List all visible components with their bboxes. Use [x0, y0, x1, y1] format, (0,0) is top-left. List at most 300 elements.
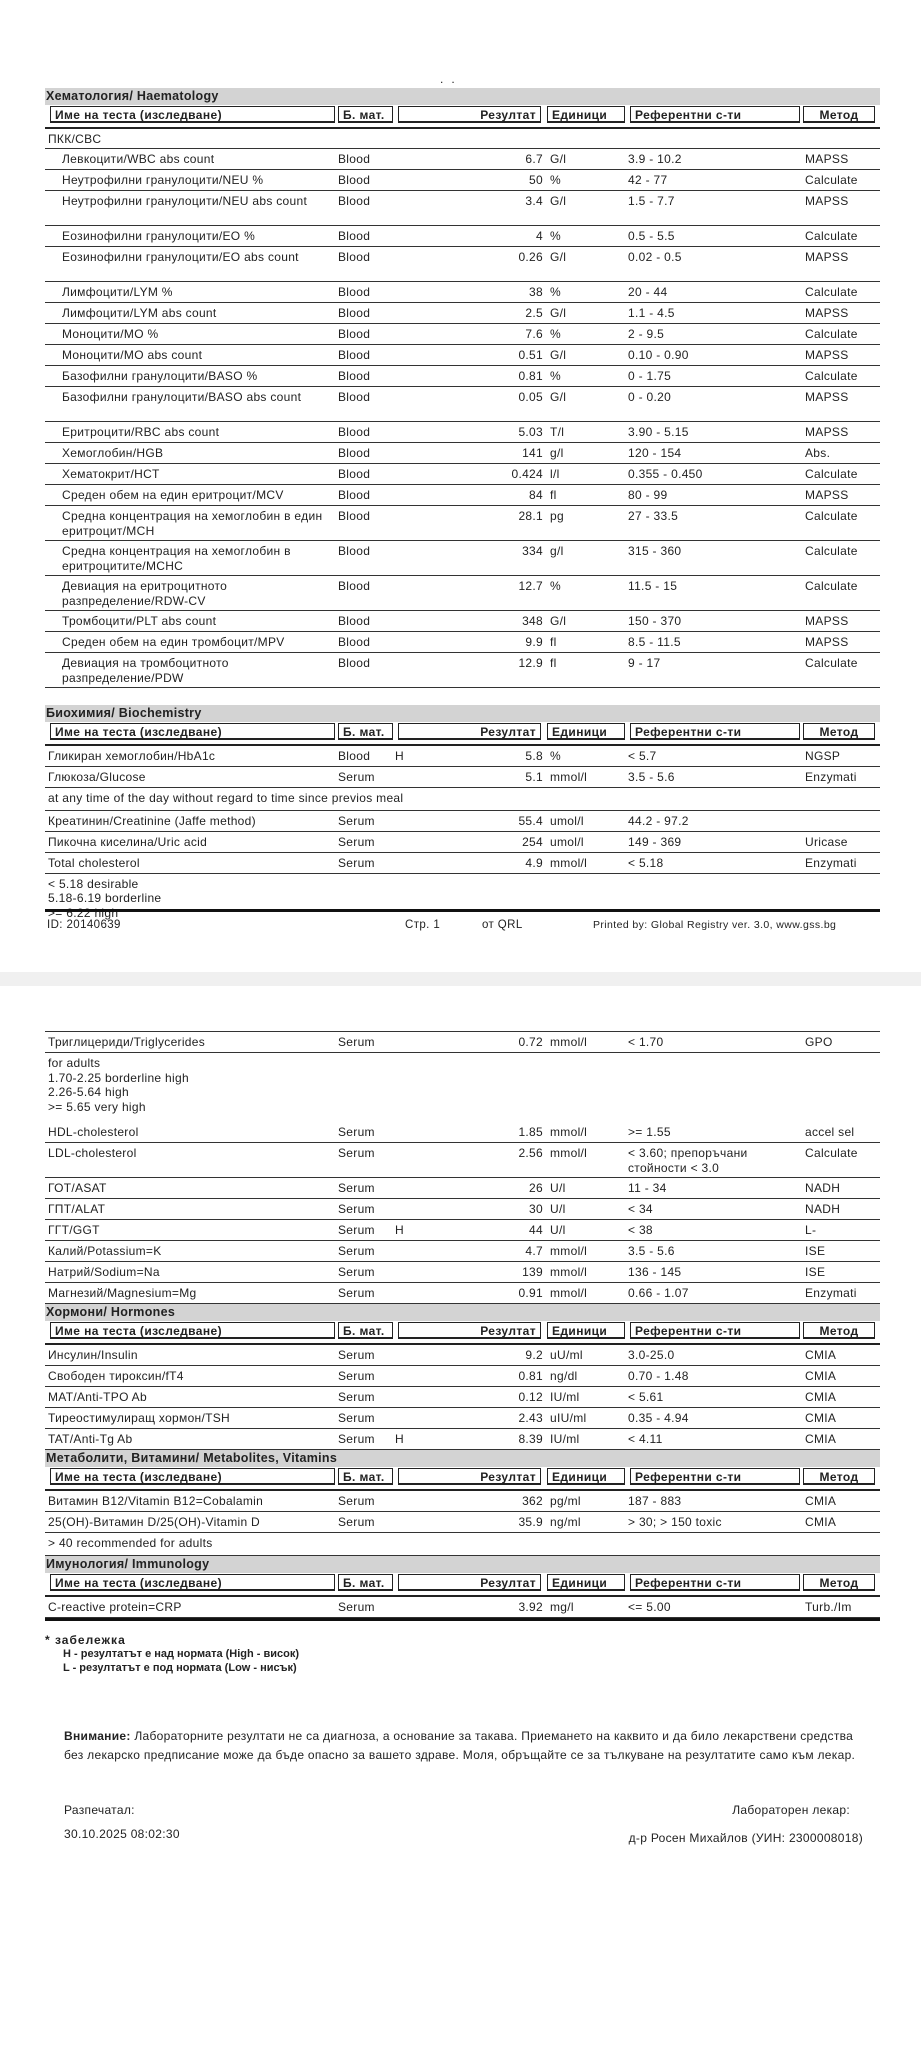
section	[45, 1450, 880, 1556]
unit: %	[550, 749, 561, 763]
test-name: Тромбоцити/PLT abs count	[62, 614, 217, 628]
method: ISE	[805, 1265, 826, 1279]
reference-range: < 5.18	[628, 855, 664, 870]
material: Blood	[338, 229, 371, 243]
note-row	[45, 1053, 880, 1122]
unit: IU/ml	[550, 1432, 580, 1446]
unit: %	[550, 579, 561, 593]
result: 334	[522, 544, 543, 558]
unit: G/l	[550, 152, 567, 166]
note-row	[45, 1533, 880, 1556]
test-name: Триглицериди/Triglycerides	[48, 1035, 206, 1049]
printed-datetime: 30.10.2025 08:02:30	[64, 1827, 180, 1841]
unit: mmol/l	[550, 1265, 588, 1279]
method: Uricase	[805, 834, 848, 849]
unit: fl	[550, 488, 557, 502]
column-header-ref: Референтни с-ти	[630, 1468, 800, 1485]
result: 44	[529, 1223, 543, 1237]
test-name: Девиация на тромбоцитното разпределение/PDW	[62, 656, 229, 685]
column-header-result: Резултат	[398, 1468, 541, 1485]
material: Serum	[338, 1181, 375, 1195]
table-row	[45, 149, 880, 170]
unit: %	[550, 229, 561, 243]
table-row	[45, 832, 880, 853]
page-of: от QRL	[482, 919, 523, 931]
test-name: Лимфоцити/LYM abs count	[62, 306, 217, 320]
result: 55.4	[518, 813, 543, 828]
table-row	[45, 366, 880, 387]
unit: %	[550, 369, 561, 383]
reference-range: 0.70 - 1.48	[628, 1369, 689, 1383]
warning-body: Лабораторните резултати не са диагноза, а основание за такава. Приемането на каквито и да било лекарствени средства без лекарско предписание може да бъде опасно за вашето здраве. Моля, обръщайте се за тълкуване на резултатите само към лекар.	[64, 1729, 856, 1762]
column-header-units: Единици	[547, 1468, 625, 1485]
test-name: Гликиран хемоглобин/HbA1c	[48, 749, 216, 763]
test-name: Базофилни гранулоцити/BASO abs count	[62, 390, 302, 404]
column-header-method: Метод	[803, 1574, 875, 1591]
table-row	[45, 1512, 880, 1533]
column-header-units: Единици	[547, 106, 625, 123]
method: MAPSS	[805, 194, 849, 208]
doctor-label: Лабораторен лекар:	[732, 1803, 850, 1817]
table-row	[45, 1408, 880, 1429]
printed-label: Разпечатал:	[64, 1803, 135, 1817]
reference-range: 20 - 44	[628, 285, 668, 299]
unit: g/l	[550, 544, 564, 558]
test-name: Девиация на еритроцитното разпределение/RDW-CV	[62, 579, 228, 608]
result: 0.72	[518, 1035, 543, 1049]
test-name: C-reactive protein=CRP	[48, 1599, 182, 1614]
method: Abs.	[805, 446, 831, 460]
column-header-name: Име на теста (изследване)	[50, 723, 335, 740]
result: 30	[529, 1202, 543, 1216]
unit: mmol/l	[550, 1035, 588, 1049]
material: Serum	[338, 855, 375, 870]
material: Serum	[338, 1265, 375, 1279]
warning-label: Внимание:	[64, 1729, 131, 1743]
reference-range: 315 - 360	[628, 544, 682, 558]
result: 4	[536, 229, 543, 243]
test-name: LDL-cholesterol	[48, 1146, 137, 1160]
unit: pg/ml	[550, 1494, 581, 1508]
method: MAPSS	[805, 152, 849, 166]
method: Calculate	[805, 173, 858, 187]
material: Serum	[338, 834, 375, 849]
method: MAPSS	[805, 306, 849, 320]
material: Blood	[338, 348, 371, 362]
result: 1.85	[518, 1125, 543, 1139]
result: 139	[522, 1265, 543, 1279]
flag: H	[395, 1223, 404, 1237]
result: 50	[529, 173, 543, 187]
material: Serum	[338, 770, 375, 784]
table-row	[45, 303, 880, 324]
test-name: Хемоглобин/HGB	[62, 446, 164, 460]
printed-by: Printed by: Global Registry ver. 3.0, www.gss.bg	[593, 919, 837, 931]
method: MAPSS	[805, 614, 849, 628]
column-header-name: Име на теста (изследване)	[50, 106, 335, 123]
column-header-units: Единици	[547, 723, 625, 740]
table-row	[45, 632, 880, 653]
table-row	[45, 1345, 880, 1366]
material: Serum	[338, 1432, 375, 1446]
result: 2.56	[518, 1146, 543, 1160]
note-line: >= 5.65 very high	[48, 1099, 146, 1114]
unit: G/l	[550, 194, 567, 208]
test-name: Базофилни гранулоцити/BASO %	[62, 369, 258, 383]
result: 0.91	[518, 1286, 543, 1300]
material: Blood	[338, 173, 371, 187]
section	[45, 1031, 880, 1304]
table-row	[45, 853, 880, 874]
reference-range: < 5.7	[628, 749, 657, 763]
material: Serum	[338, 1390, 375, 1404]
test-name: Среден обем на един еритроцит/MCV	[62, 488, 284, 502]
column-header-result: Резултат	[398, 106, 541, 123]
material: Blood	[338, 152, 371, 166]
method: Calculate	[805, 327, 858, 341]
table-row	[45, 1199, 880, 1220]
section	[45, 88, 880, 688]
method: ISE	[805, 1244, 826, 1258]
remark-low: L - резултатът е под нормата (Low - нисък)	[63, 1662, 297, 1674]
reference-range: 0 - 0.20	[628, 390, 672, 404]
method: CMIA	[805, 1411, 837, 1425]
reference-range: 80 - 99	[628, 488, 668, 502]
warning-text	[64, 1727, 864, 1765]
reference-range: < 1.70	[628, 1035, 664, 1049]
result: 0.51	[518, 348, 543, 362]
table-row	[45, 1597, 880, 1618]
column-header-ref: Референтни с-ти	[630, 1322, 800, 1339]
result: 4.9	[525, 855, 543, 870]
note-line: for adults	[48, 1056, 101, 1070]
column-header-mat: Б. мат.	[338, 1322, 393, 1339]
material: Blood	[338, 488, 371, 502]
unit: g/l	[550, 446, 564, 460]
reference-range: 0.355 - 0.450	[628, 467, 703, 481]
result: 2.43	[518, 1411, 543, 1425]
material: Blood	[338, 250, 371, 264]
test-name: Еозинофилни гранулоцити/EO abs count	[62, 250, 299, 264]
result: 9.2	[525, 1348, 543, 1362]
table-row	[45, 282, 880, 303]
unit: uU/ml	[550, 1348, 583, 1362]
doctor-name: д-р Росен Михайлов (УИН: 2300008018)	[628, 1831, 863, 1845]
material: Blood	[338, 306, 371, 320]
test-name: Глюкоза/Glucose	[48, 770, 146, 784]
reference-range: 149 - 369	[628, 834, 682, 849]
test-name: Калий/Potassium=K	[48, 1244, 162, 1258]
table-row	[45, 345, 880, 366]
result: 5.8	[525, 749, 543, 763]
reference-range: 0.10 - 0.90	[628, 348, 689, 362]
result: 26	[529, 1181, 543, 1195]
test-name: ГПТ/ALAT	[48, 1202, 106, 1216]
material: Blood	[338, 369, 371, 383]
result: 141	[522, 446, 543, 460]
method: Calculate	[805, 579, 858, 593]
column-header-ref: Референтни с-ти	[630, 106, 800, 123]
method: CMIA	[805, 1432, 837, 1446]
table-header	[45, 1467, 880, 1491]
column-header-result: Резултат	[398, 1574, 541, 1591]
section	[45, 1304, 880, 1450]
test-name: MAT/Anti-TPO Ab	[48, 1390, 147, 1404]
unit: umol/l	[550, 834, 584, 849]
method: Enzymati	[805, 1286, 857, 1300]
table-row	[45, 1283, 880, 1304]
method: MAPSS	[805, 348, 849, 362]
reference-range: 187 - 883	[628, 1494, 682, 1508]
test-name: Total cholesterol	[48, 855, 140, 870]
result: 348	[522, 614, 543, 628]
method: MAPSS	[805, 250, 849, 264]
reference-range: 0.66 - 1.07	[628, 1286, 689, 1300]
reference-range: 0.02 - 0.5	[628, 250, 682, 264]
result: 12.9	[518, 656, 543, 670]
table-header	[45, 1573, 880, 1597]
reference-range: 0.5 - 5.5	[628, 229, 675, 243]
section-title: Биохимия/ Biochemistry	[45, 705, 880, 722]
section-title: Имунология/ Immunology	[45, 1556, 880, 1573]
table-header	[45, 1321, 880, 1345]
table-row	[45, 464, 880, 485]
note-line: at any time of the day without regard to time since previos meal	[48, 791, 404, 805]
test-name: Неутрофилни гранулоцити/NEU %	[62, 173, 264, 187]
material: Blood	[338, 656, 371, 670]
method: MAPSS	[805, 390, 849, 404]
method: CMIA	[805, 1390, 837, 1404]
table-row	[45, 226, 880, 247]
test-name: Моноцити/MO abs count	[62, 348, 203, 362]
test-name: Левкоцити/WBC abs count	[62, 152, 215, 166]
table-row	[45, 1387, 880, 1408]
unit: umol/l	[550, 813, 584, 828]
reference-range: 150 - 370	[628, 614, 682, 628]
unit: l/l	[550, 467, 560, 481]
table-row	[45, 422, 880, 443]
result: 4.7	[525, 1244, 543, 1258]
table-row	[45, 247, 880, 282]
result: 2.5	[525, 306, 543, 320]
method: NGSP	[805, 749, 841, 763]
reference-range: < 5.61	[628, 1390, 664, 1404]
material: Blood	[338, 194, 371, 208]
material: Blood	[338, 446, 371, 460]
method: L-	[805, 1223, 817, 1237]
unit: %	[550, 327, 561, 341]
section-title: Хормони/ Hormones	[45, 1304, 880, 1321]
section-title: Метаболити, Витамини/ Metabolites, Vitamins	[45, 1450, 880, 1467]
result: 362	[522, 1494, 543, 1508]
test-name: ГОТ/ASAT	[48, 1181, 107, 1195]
test-name: Средна концентрация на хемоглобин в еритроцитите/MCHC	[62, 544, 291, 573]
table-row	[45, 611, 880, 632]
result: 35.9	[518, 1515, 543, 1529]
test-name: Хематокрит/HCT	[62, 467, 160, 481]
unit: G/l	[550, 614, 567, 628]
reference-range: 44.2 - 97.2	[628, 813, 689, 828]
method: Calculate	[805, 544, 858, 558]
material: Blood	[338, 327, 371, 341]
unit: mmol/l	[550, 1286, 588, 1300]
result: 8.39	[518, 1432, 543, 1446]
note-line: >= 6.22 high	[48, 905, 119, 920]
column-header-name: Име на теста (изследване)	[50, 1574, 335, 1591]
result: 38	[529, 285, 543, 299]
table-row	[45, 1262, 880, 1283]
reference-range: 11.5 - 15	[628, 579, 678, 593]
result: 0.81	[518, 1369, 543, 1383]
flag: H	[395, 1432, 404, 1446]
section	[45, 1556, 880, 1621]
reference-range: >= 1.55	[628, 1125, 671, 1139]
unit: G/l	[550, 348, 567, 362]
group-name: ПКК/CBC	[48, 132, 102, 146]
result: 0.05	[518, 390, 543, 404]
note-line: 5.18-6.19 borderline	[48, 891, 162, 905]
result: 254	[522, 834, 543, 849]
unit: pg	[550, 509, 564, 523]
unit: U/l	[550, 1202, 566, 1216]
test-name: Среден обем на един тромбоцит/MPV	[62, 635, 285, 649]
material: Serum	[338, 1348, 375, 1362]
reference-range: 3.5 - 5.6	[628, 1244, 675, 1258]
reference-range: 2 - 9.5	[628, 327, 665, 341]
result: 0.12	[518, 1390, 543, 1404]
method: Turb./Im	[805, 1599, 852, 1614]
table-row	[45, 1429, 880, 1450]
reference-range: 1.5 - 7.7	[628, 194, 675, 208]
material: Serum	[338, 1369, 375, 1383]
method: CMIA	[805, 1348, 837, 1362]
table-row	[45, 1366, 880, 1387]
remarks	[45, 1633, 299, 1675]
table-row	[45, 1220, 880, 1241]
reference-range: <= 5.00	[628, 1599, 671, 1614]
method: Enzymati	[805, 855, 857, 870]
result: 0.26	[518, 250, 543, 264]
reference-range: 11 - 34	[628, 1181, 667, 1195]
table-row	[45, 1491, 880, 1512]
material: Blood	[338, 749, 371, 763]
table-row	[45, 170, 880, 191]
unit: mmol/l	[550, 1146, 588, 1160]
table-row	[45, 1178, 880, 1199]
method: Calculate	[805, 509, 858, 523]
group-row	[45, 129, 880, 149]
test-name: Пикочна киселина/Uric acid	[48, 834, 208, 849]
result: 9.9	[525, 635, 543, 649]
column-header-units: Единици	[547, 1574, 625, 1591]
test-name: Еозинофилни гранулоцити/EO %	[62, 229, 256, 243]
reference-range: 42 - 77	[628, 173, 668, 187]
reference-range: < 38	[628, 1223, 653, 1237]
test-name: ГГТ/GGT	[48, 1223, 100, 1237]
table-row	[45, 1032, 880, 1053]
material: Blood	[338, 614, 371, 628]
unit: mmol/l	[550, 855, 588, 870]
unit: G/l	[550, 250, 567, 264]
unit: fl	[550, 656, 557, 670]
unit: IU/ml	[550, 1390, 580, 1404]
method: accel sel	[805, 1125, 855, 1139]
reference-range: 9 - 17	[628, 656, 661, 670]
table-row	[45, 541, 880, 576]
column-header-method: Метод	[803, 723, 875, 740]
column-header-name: Име на теста (изследване)	[50, 1468, 335, 1485]
unit: uIU/ml	[550, 1411, 587, 1425]
scan-artifact: ..	[440, 72, 463, 86]
unit: G/l	[550, 306, 567, 320]
note-line: 1.70-2.25 borderline high	[48, 1070, 189, 1085]
unit: mg/l	[550, 1599, 574, 1614]
table-row	[45, 746, 880, 767]
result: 12.7	[518, 579, 543, 593]
method: CMIA	[805, 1494, 837, 1508]
test-name: Витамин B12/Vitamin B12=Cobalamin	[48, 1494, 264, 1508]
table-row	[45, 387, 880, 422]
reference-range: 3.5 - 5.6	[628, 770, 675, 784]
material: Blood	[338, 635, 371, 649]
test-name: Инсулин/Insulin	[48, 1348, 138, 1362]
reference-range: 3.9 - 10.2	[628, 152, 682, 166]
column-header-method: Метод	[803, 1468, 875, 1485]
method: NADH	[805, 1181, 841, 1195]
material: Serum	[338, 813, 375, 828]
remark-high: H - резултатът е над нормата (High - висок)	[63, 1648, 300, 1660]
method: CMIA	[805, 1515, 837, 1529]
remarks-title: * забележка	[45, 1633, 126, 1647]
method: Enzymati	[805, 770, 857, 784]
result: 28.1	[518, 509, 543, 523]
unit: mmol/l	[550, 770, 588, 784]
method: MAPSS	[805, 635, 849, 649]
column-header-result: Резултат	[398, 723, 541, 740]
test-name: Средна концентрация на хемоглобин в един еритроцит/MCH	[62, 509, 323, 538]
result: 5.1	[525, 770, 543, 784]
reference-range: 0.35 - 4.94	[628, 1411, 689, 1425]
unit: G/l	[550, 390, 567, 404]
test-name: Тиреостимулиращ хормон/TSH	[48, 1411, 231, 1425]
test-name: Свободен тироксин/fT4	[48, 1369, 184, 1383]
test-name: TAT/Anti-Tg Ab	[48, 1432, 133, 1446]
reference-range: 136 - 145	[628, 1265, 682, 1279]
result: 6.7	[525, 152, 543, 166]
material: Serum	[338, 1411, 375, 1425]
unit: ng/ml	[550, 1515, 581, 1529]
reference-range: < 34	[628, 1202, 653, 1216]
note-line: 2.26-5.64 high	[48, 1085, 129, 1099]
test-name: HDL-cholesterol	[48, 1125, 139, 1139]
report-id: ID: 20140639	[47, 919, 121, 931]
column-header-mat: Б. мат.	[338, 106, 393, 123]
reference-range: < 3.60; препоръчани стойности < 3.0	[628, 1146, 748, 1175]
page-separator	[0, 972, 921, 986]
table-row	[45, 485, 880, 506]
material: Blood	[338, 579, 371, 593]
method: Calculate	[805, 285, 858, 299]
column-header-mat: Б. мат.	[338, 1468, 393, 1485]
result: 3.92	[518, 1599, 543, 1614]
test-name: Еритроцити/RBC abs count	[62, 425, 220, 439]
method: Calculate	[805, 467, 858, 481]
column-header-method: Метод	[803, 1322, 875, 1339]
material: Serum	[338, 1125, 375, 1139]
table-row	[45, 324, 880, 345]
unit: %	[550, 285, 561, 299]
table-row	[45, 1241, 880, 1262]
